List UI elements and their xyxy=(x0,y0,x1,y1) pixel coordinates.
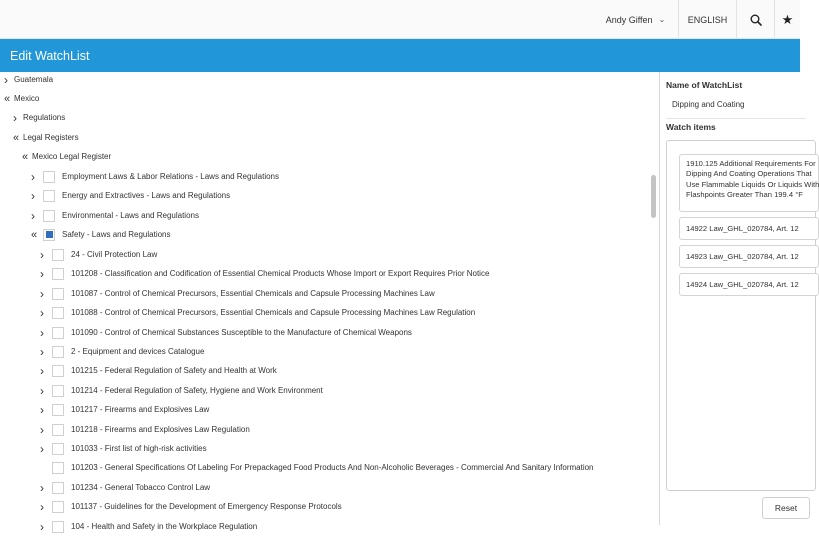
reset-button[interactable]: Reset xyxy=(762,497,810,519)
tree-node-label: 101088 - Control of Chemical Precursors, Essential Chemicals and Capsule Processing Machines Law Regulation xyxy=(71,308,476,317)
node-checkbox[interactable] xyxy=(43,210,55,222)
tree-panel[interactable] xyxy=(0,72,660,534)
tree-node-label: Legal Registers xyxy=(23,133,79,142)
tree-node-safety[interactable] xyxy=(27,225,171,244)
watchlist-name-field[interactable]: Dipping and Coating xyxy=(672,100,745,109)
tree-node-item[interactable] xyxy=(36,478,210,497)
node-checkbox-partial[interactable] xyxy=(43,229,55,241)
favorites-button[interactable] xyxy=(774,0,800,39)
node-checkbox[interactable] xyxy=(43,190,55,202)
divider xyxy=(666,118,806,119)
tree-node-mexico-legal-register[interactable] xyxy=(18,147,111,166)
chevron-right-icon[interactable]: › xyxy=(4,72,8,87)
tree-node-label: Guatemala xyxy=(14,75,54,84)
tree-node-item[interactable] xyxy=(36,458,594,477)
tree-node-guatemala[interactable] xyxy=(0,70,53,89)
node-checkbox[interactable] xyxy=(52,327,64,339)
tree-node-label: Safety - Laws and Regulations xyxy=(62,230,171,239)
node-checkbox[interactable] xyxy=(52,385,64,397)
tree-node-label: 101137 - Guidelines for the Development of Emergency Response Protocols xyxy=(71,502,342,511)
chevron-right-icon[interactable]: › xyxy=(40,499,44,514)
watchlist-panel xyxy=(660,72,819,525)
tree-node-label: 2 - Equipment and devices Catalogue xyxy=(71,347,205,356)
chevron-right-icon[interactable]: › xyxy=(40,519,44,534)
tree-node-label: Mexico xyxy=(14,94,40,103)
watch-item[interactable]: 1910.125 Additional Requirements For Dipping And Coating Operations That Use Flammable Liquids Or Liquids With Flashpoints Greater Than 199.4 °F xyxy=(679,154,819,212)
watch-item[interactable]: 14922 Law_GHL_020784, Art. 12 xyxy=(679,217,819,240)
tree-node-item[interactable] xyxy=(36,303,475,322)
chevron-right-icon[interactable]: › xyxy=(40,286,44,301)
tree-node-item[interactable] xyxy=(36,264,489,283)
tree-node-label: 24 - Civil Protection Law xyxy=(71,250,158,259)
tree-node-item[interactable] xyxy=(36,381,323,400)
search-button[interactable] xyxy=(736,0,774,39)
chevron-right-icon[interactable]: › xyxy=(40,363,44,378)
tree-node-employment-laws[interactable] xyxy=(27,167,279,186)
top-bar xyxy=(0,0,800,39)
tree-node-item[interactable] xyxy=(36,323,412,342)
chevron-right-icon[interactable]: › xyxy=(40,325,44,340)
watchlist-name-label: Name of WatchList xyxy=(666,80,743,90)
tree-node-item[interactable] xyxy=(36,284,435,303)
tree-node-item[interactable] xyxy=(36,497,342,516)
user-menu[interactable] xyxy=(595,0,676,39)
chevron-down-icon: ⌄ xyxy=(658,15,666,24)
tree-node-item[interactable] xyxy=(36,361,277,380)
tree-node-environmental[interactable] xyxy=(27,206,199,225)
tree-node-legal-registers[interactable] xyxy=(9,128,79,147)
tree-node-label: 101087 - Control of Chemical Precursors, Essential Chemicals and Capsule Processing Machines Law xyxy=(71,289,435,298)
node-checkbox[interactable] xyxy=(52,521,64,533)
chevron-right-icon[interactable]: › xyxy=(40,422,44,437)
tree-node-label: Environmental - Laws and Regulations xyxy=(62,211,199,220)
node-checkbox[interactable] xyxy=(43,171,55,183)
tree-node-label: 101218 - Firearms and Explosives Law Regulation xyxy=(71,425,250,434)
language-selector[interactable]: ENGLISH xyxy=(678,0,736,39)
tree-node-label: 104 - Health and Safety in the Workplace Regulation xyxy=(71,522,258,531)
tree-node-label: 101214 - Federal Regulation of Safety, Hygiene and Work Environment xyxy=(71,386,323,395)
tree-node-label: 101217 - Firearms and Explosives Law xyxy=(71,405,210,414)
tree-node-mexico[interactable] xyxy=(0,89,39,108)
tree-node-label: 101215 - Federal Regulation of Safety and Health at Work xyxy=(71,366,277,375)
node-checkbox[interactable] xyxy=(52,424,64,436)
tree-node-item[interactable] xyxy=(36,420,250,439)
tree-node-label: 101208 - Classification and Codification of Essential Chemical Products Whose Import or Export Requires Prior Notice xyxy=(71,269,490,278)
collapse-icon[interactable]: « xyxy=(3,92,9,105)
tree-node-item[interactable] xyxy=(36,342,204,361)
node-checkbox[interactable] xyxy=(52,482,64,494)
tree-node-regulations[interactable] xyxy=(9,108,65,127)
chevron-right-icon[interactable]: › xyxy=(31,188,35,203)
tree-scrollbar[interactable] xyxy=(651,175,656,218)
node-checkbox[interactable] xyxy=(52,307,64,319)
tree-node-label: 101033 - First list of high-risk activities xyxy=(71,444,207,453)
node-checkbox[interactable] xyxy=(52,268,64,280)
chevron-right-icon[interactable]: › xyxy=(40,441,44,456)
node-checkbox[interactable] xyxy=(52,462,64,474)
tree-node-item[interactable] xyxy=(36,245,157,264)
tree-node-label: 101203 - General Specifications Of Labeling For Prepackaged Food Products And Non-Alcoholic Beverages - Commercial And Sanitary Information xyxy=(71,463,594,472)
node-checkbox[interactable] xyxy=(52,288,64,300)
node-checkbox[interactable] xyxy=(52,443,64,455)
node-checkbox[interactable] xyxy=(52,404,64,416)
chevron-right-icon[interactable]: › xyxy=(40,480,44,495)
user-name: Andy Giffen xyxy=(605,14,653,25)
collapse-icon[interactable]: « xyxy=(21,150,27,163)
collapse-icon[interactable]: « xyxy=(30,228,36,241)
tree-node-energy-extractives[interactable] xyxy=(27,186,230,205)
watch-items-label: Watch items xyxy=(666,122,716,132)
node-checkbox[interactable] xyxy=(52,365,64,377)
chevron-right-icon[interactable]: › xyxy=(13,110,17,125)
search-icon xyxy=(750,14,762,26)
tree-node-item[interactable] xyxy=(36,439,207,458)
node-checkbox[interactable] xyxy=(52,501,64,513)
chevron-right-icon[interactable]: › xyxy=(40,247,44,262)
tree-node-label: Mexico Legal Register xyxy=(32,152,112,161)
chevron-right-icon[interactable]: › xyxy=(40,383,44,398)
watch-item[interactable]: 14923 Law_GHL_020784, Art. 12 xyxy=(679,245,819,268)
tree-node-item[interactable] xyxy=(36,517,257,536)
tree-node-item[interactable] xyxy=(36,400,209,419)
tree-node-label: Employment Laws & Labor Relations - Laws and Regulations xyxy=(62,172,280,181)
star-icon: ★ xyxy=(781,11,794,27)
chevron-right-icon[interactable]: › xyxy=(40,344,44,359)
chevron-right-icon[interactable]: › xyxy=(40,305,44,320)
chevron-right-icon[interactable]: › xyxy=(40,266,44,281)
tree-node-label: 101234 - General Tobacco Control Law xyxy=(71,483,211,492)
tree-node-label: 101090 - Control of Chemical Substances Susceptible to the Manufacture of Chemical Weapons xyxy=(71,328,412,337)
node-checkbox[interactable] xyxy=(52,249,64,261)
watch-items-list[interactable] xyxy=(666,140,819,491)
page-title: Edit WatchList xyxy=(0,39,800,72)
chevron-right-icon[interactable]: › xyxy=(40,402,44,417)
tree-node-label: Regulations xyxy=(23,113,66,122)
collapse-icon[interactable]: « xyxy=(12,131,18,144)
tree-node-label: Energy and Extractives - Laws and Regulations xyxy=(62,191,231,200)
watch-item[interactable]: 14924 Law_GHL_020784, Art. 12 xyxy=(679,273,819,296)
chevron-right-icon[interactable]: › xyxy=(31,208,35,223)
chevron-right-icon[interactable]: › xyxy=(31,169,35,184)
node-checkbox[interactable] xyxy=(52,346,64,358)
